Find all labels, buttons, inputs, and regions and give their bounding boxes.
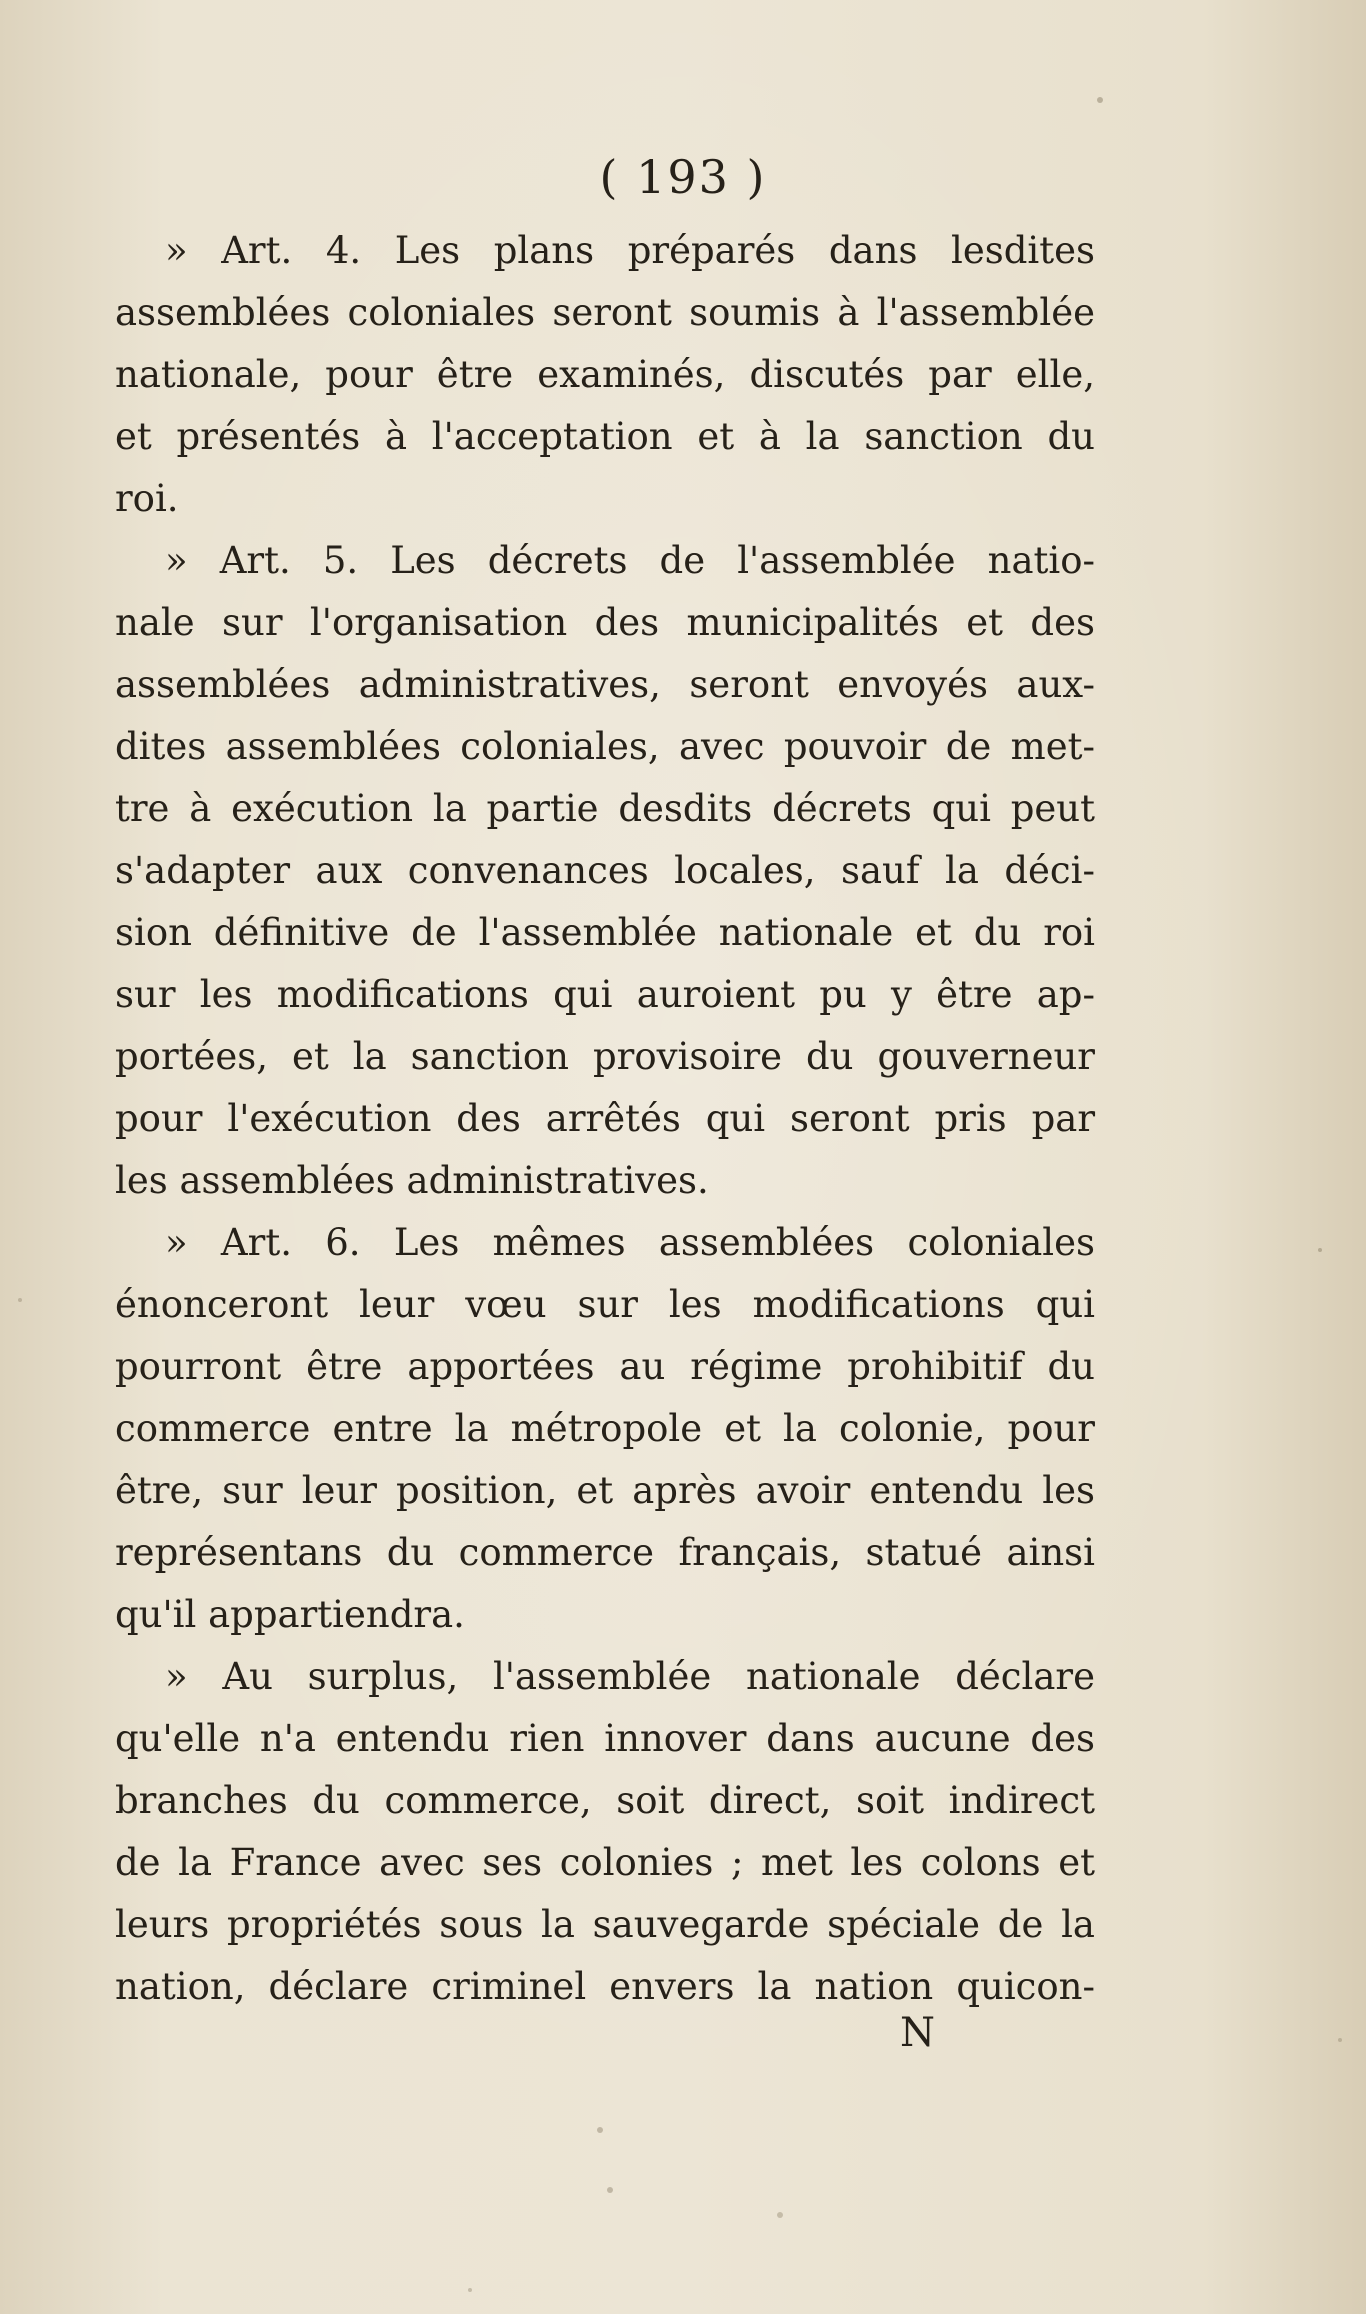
text-line: sion définitive de l'assemblée nationale et du roi [115, 911, 1095, 954]
signature-mark: N [900, 2010, 935, 2056]
text-line: les assemblées administratives. [115, 1159, 709, 1202]
text-line: représentans du commerce français, statué ainsi [115, 1531, 1095, 1574]
text-line: portées, et la sanction provisoire du gouverneur [115, 1035, 1095, 1078]
text-line: commerce entre la métropole et la colonie, pour [115, 1407, 1095, 1450]
text-line: qu'il appartiendra. [115, 1593, 465, 1636]
text-line: s'adapter aux convenances locales, sauf la déci- [115, 849, 1095, 892]
text-line: assemblées coloniales seront soumis à l'assemblée [115, 291, 1095, 334]
text-line: » Art. 5. Les décrets de l'assemblée natio- [165, 539, 1095, 582]
text-line: pour l'exécution des arrêtés qui seront pris par [115, 1097, 1095, 1140]
text-line: énonceront leur vœu sur les modifications qui [115, 1283, 1095, 1326]
text-line: leurs propriétés sous la sauvegarde spéciale de la [115, 1903, 1095, 1946]
page-number: ( 193 ) [599, 150, 767, 204]
text-line: assemblées administratives, seront envoyés aux- [115, 663, 1095, 706]
text-line: nationale, pour être examinés, discutés par elle, [115, 353, 1095, 396]
text-line: sur les modifications qui auroient pu y être ap- [115, 973, 1095, 1016]
text-line: et présentés à l'acceptation et à la sanction du [115, 415, 1095, 458]
text-line: » Art. 4. Les plans préparés dans lesdites [165, 229, 1095, 272]
text-line: nation, déclare criminel envers la nation quicon- [115, 1965, 1095, 2008]
text-line: branches du commerce, soit direct, soit indirect [115, 1779, 1095, 1822]
text-line: être, sur leur position, et après avoir entendu les [115, 1469, 1095, 1512]
text-line: tre à exécution la partie desdits décrets qui peut [115, 787, 1095, 830]
text-line: roi. [115, 477, 179, 520]
text-line: pourront être apportées au régime prohibitif du [115, 1345, 1095, 1388]
text-line: » Art. 6. Les mêmes assemblées coloniales [165, 1221, 1095, 1264]
text-line: dites assemblées coloniales, avec pouvoir de met- [115, 725, 1095, 768]
text-line: » Au surplus, l'assemblée nationale déclare [165, 1655, 1095, 1698]
text-line: de la France avec ses colonies ; met les colons et [115, 1841, 1095, 1884]
text-line: qu'elle n'a entendu rien innover dans aucune des [115, 1717, 1095, 1760]
text-line: nale sur l'organisation des municipalités et des [115, 601, 1095, 644]
body-text [115, 220, 1095, 2018]
